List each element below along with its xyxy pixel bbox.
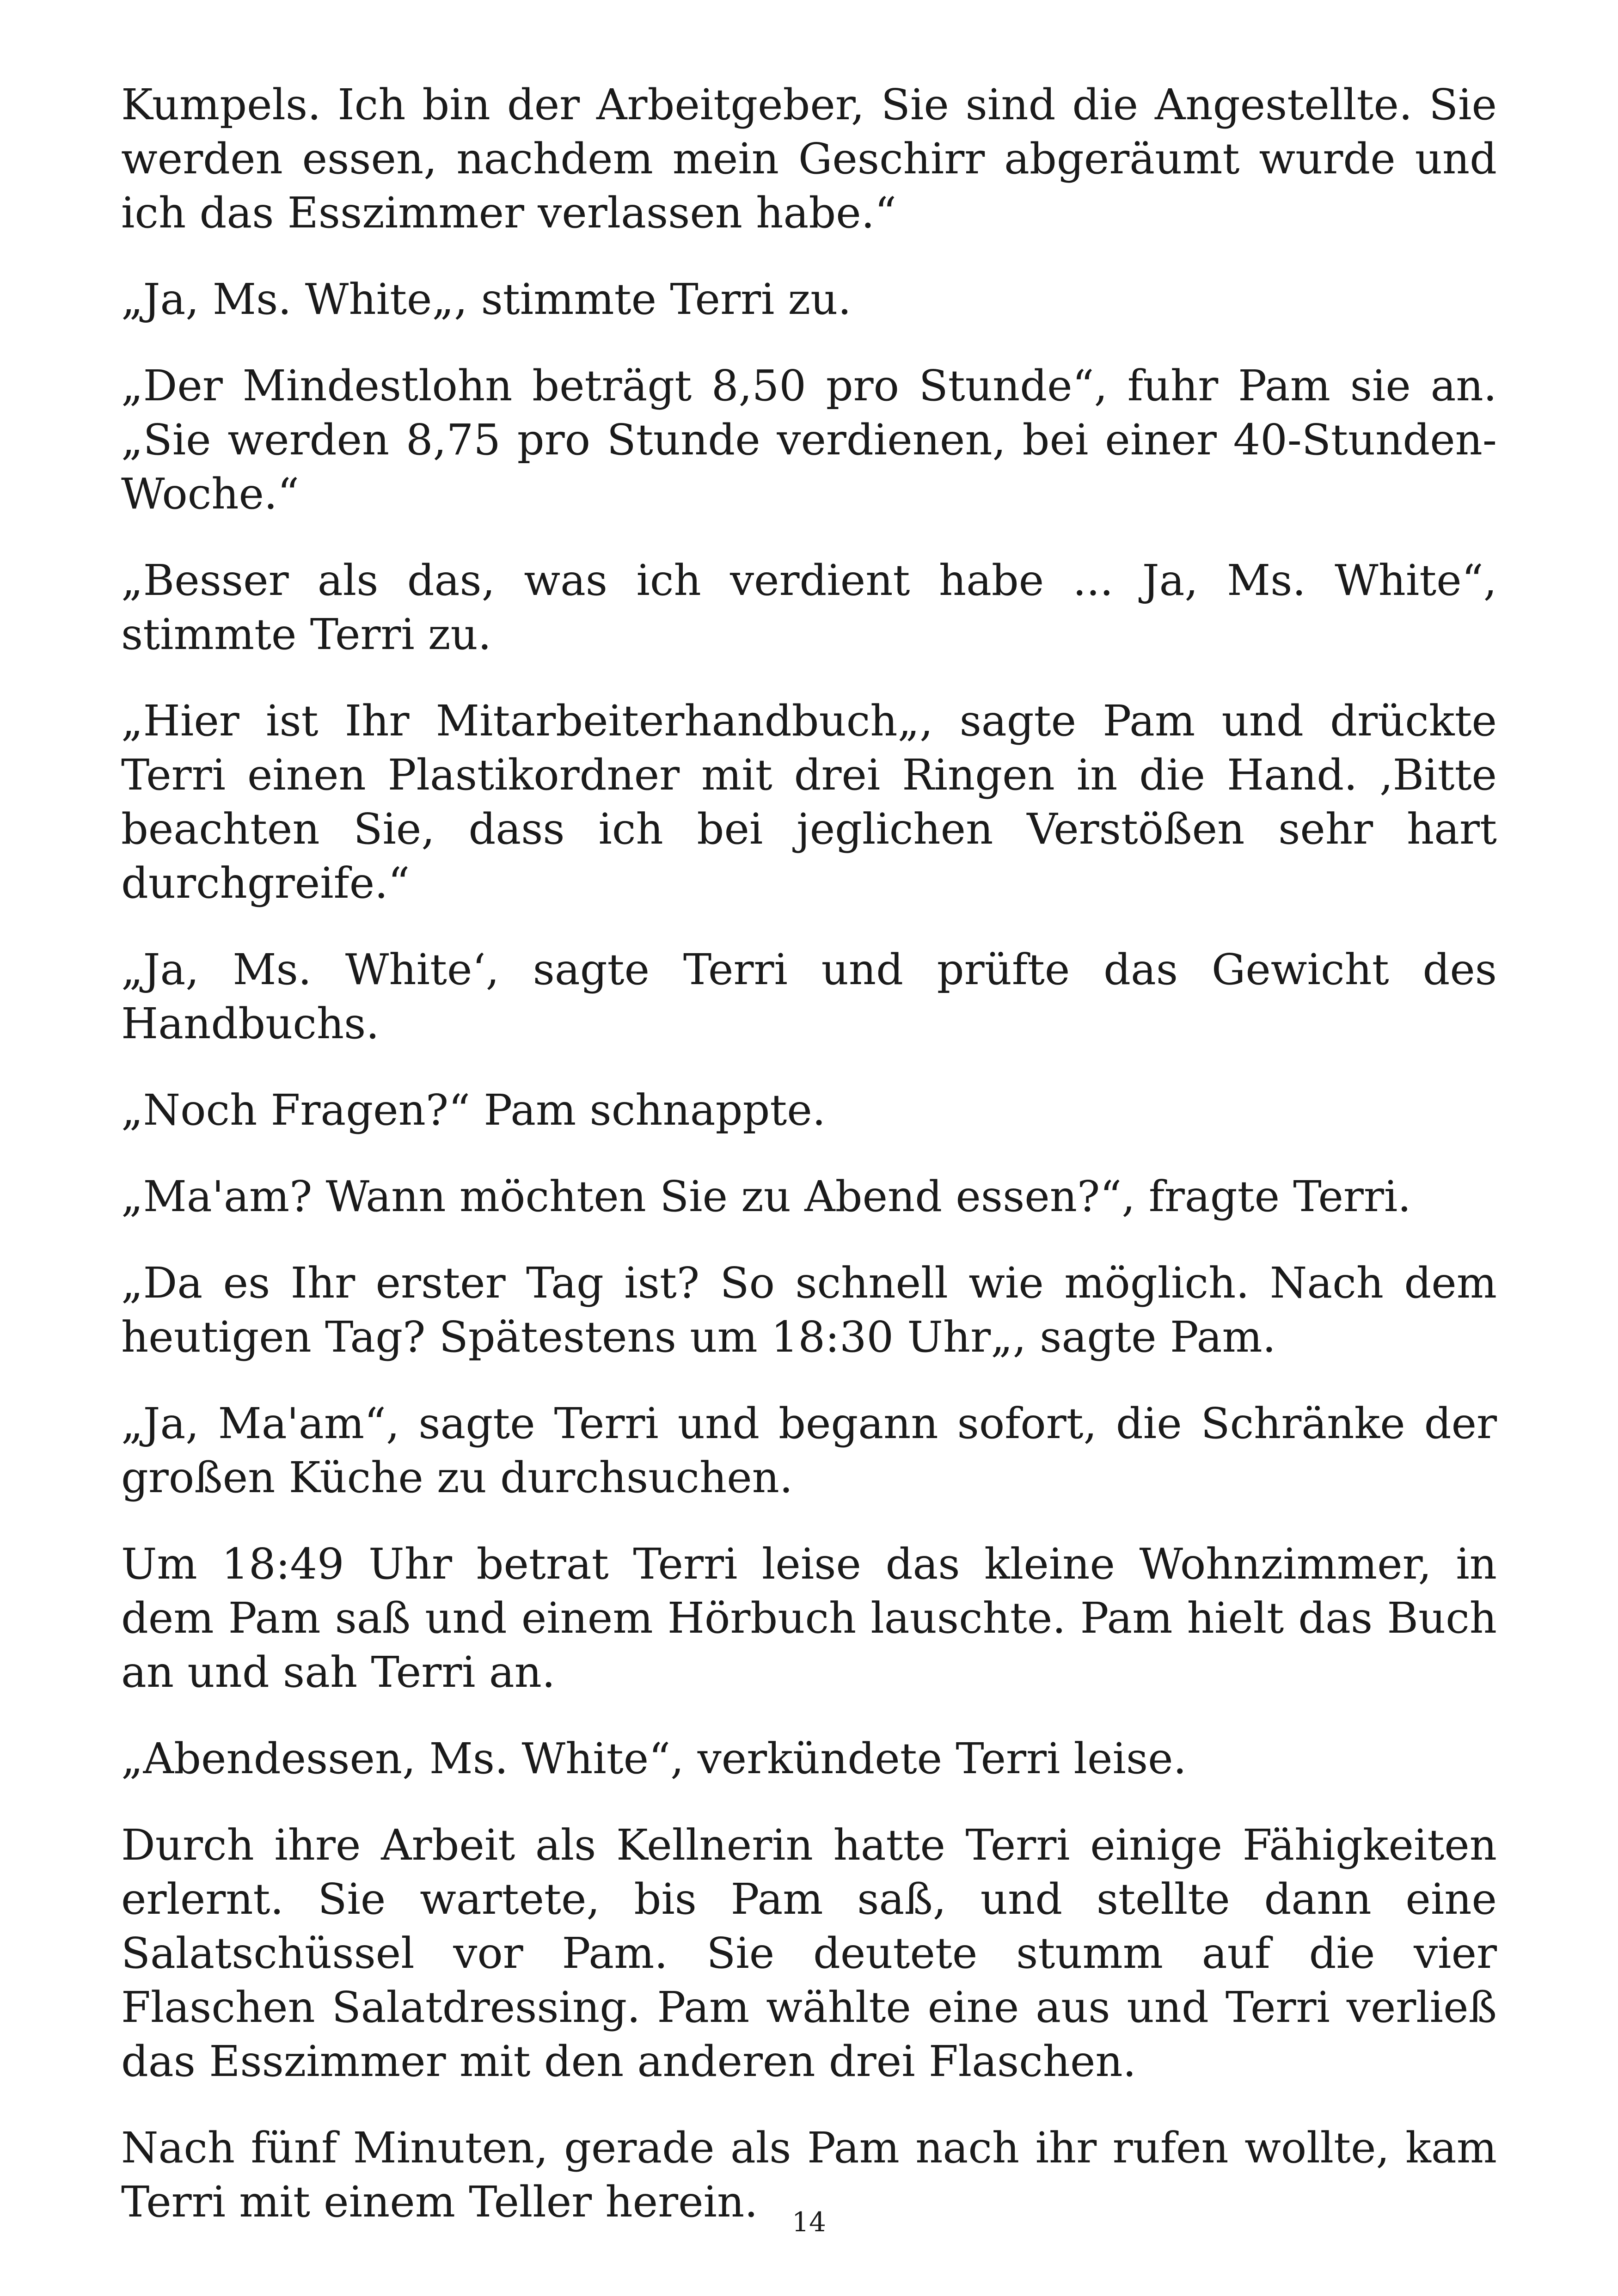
paragraph: „Ja, Ma'am“, sagte Terri und begann sofort, die Schränke der großen Küche zu durchsuchen. <box>121 1399 1497 1502</box>
paragraph: „Abendessen, Ms. White“, verkündete Terri leise. <box>121 1734 1187 1783</box>
paragraph: „Ja, Ms. White‘, sagte Terri und prüfte das Gewicht des Handbuchs. <box>121 945 1497 1048</box>
paragraph: Um 18:49 Uhr betrat Terri leise das kleine Wohnzimmer, in dem Pam saß und einem Hörbuch lauschte. Pam hielt das Buch an und sah Terri an. <box>121 1539 1497 1697</box>
paragraph: „Der Mindestlohn beträgt 8,50 pro Stunde“, fuhr Pam sie an. „Sie werden 8,75 pro Stunde verdienen, bei einer 40-Stunden-Woche.“ <box>121 361 1497 519</box>
paragraph: Kumpels. Ich bin der Arbeitgeber, Sie sind die Angestellte. Sie werden essen, nachdem mein Geschirr abgeräumt wurde und ich das Esszimmer verlassen habe.“ <box>121 80 1497 238</box>
paragraph: „Noch Fragen?“ Pam schnappte. <box>121 1085 826 1135</box>
body-text <box>121 78 1497 2261</box>
paragraph: Nach fünf Minuten, gerade als Pam nach ihr rufen wollte, kam Terri mit einem Teller herein. <box>121 2123 1497 2227</box>
paragraph: Durch ihre Arbeit als Kellnerin hatte Terri einige Fähigkeiten erlernt. Sie wartete, bis Pam saß, und stellte dann eine Salatschüssel vor Pam. Sie deutete stumm auf die vier Flaschen Salatdressing. Pam wählte eine aus und Terri verließ das Esszimmer mit den anderen drei Flaschen. <box>121 1820 1497 2086</box>
paragraph: „Besser als das, was ich verdient habe ... Ja, Ms. White“, stimmte Terri zu. <box>121 556 1497 659</box>
page-number: 14 <box>792 2206 826 2238</box>
paragraph: „Hier ist Ihr Mitarbeiterhandbuch„, sagte Pam und drückte Terri einen Plastikordner mit drei Ringen in die Hand. ‚Bitte beachten Sie, dass ich bei jeglichen Verstößen sehr hart durchgreife.“ <box>121 696 1497 908</box>
paragraph: „Ma'am? Wann möchten Sie zu Abend essen?“, fragte Terri. <box>121 1172 1411 1221</box>
paragraph: „Da es Ihr erster Tag ist? So schnell wie möglich. Nach dem heutigen Tag? Spätestens um 18:30 Uhr„, sagte Pam. <box>121 1258 1497 1362</box>
paragraph: „Ja, Ms. White„, stimmte Terri zu. <box>121 275 852 324</box>
